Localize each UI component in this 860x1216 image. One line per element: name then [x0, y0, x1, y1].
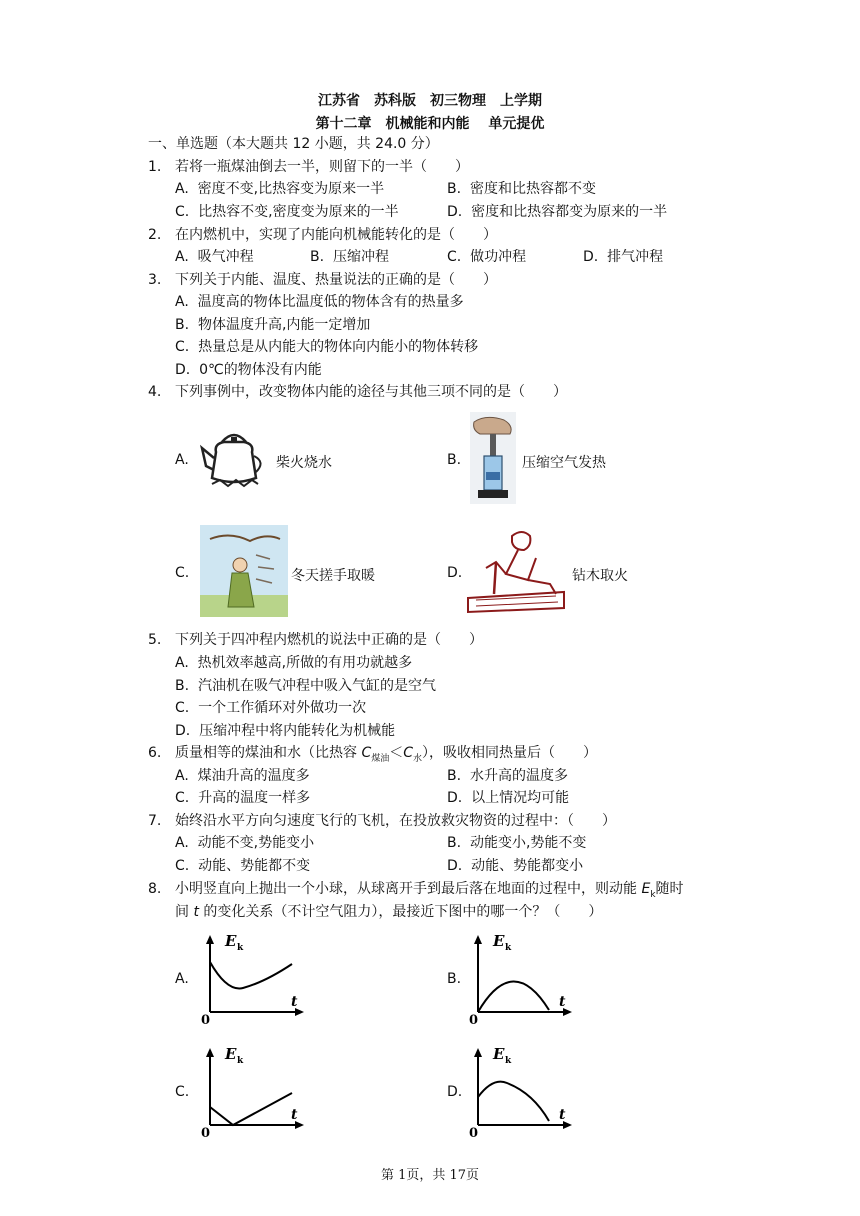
q6-stem-pre: 质量相等的煤油和水（比热容 [175, 745, 362, 761]
q7-option-c: C. 动能、势能都不变 [175, 858, 311, 874]
q3-stem: 下列关于内能、温度、热量说法的正确的是（ ） [175, 272, 497, 288]
graph-b-curve [478, 981, 549, 1012]
q6-c-symbol-2: C [403, 745, 414, 761]
q5-option-c: C. 一个工作循环对外做功一次 [175, 700, 367, 716]
winter-hand-rub-image [200, 525, 288, 617]
q6-option-a: A. 煤油升高的温度多 [175, 768, 310, 784]
q7-number: 7. [148, 813, 162, 829]
q5-number: 5. [148, 632, 162, 648]
graph-c-ylabel: E [225, 1045, 237, 1063]
q4-option-c-letter: C. [175, 565, 190, 581]
q6-stem [175, 744, 597, 768]
q1-option-b: B. 密度和比热容都不变 [447, 181, 596, 197]
q8-option-b-letter: B. [447, 971, 462, 987]
q3-number: 3. [148, 272, 162, 288]
q8-stem2-post: 的变化关系（不计空气阻力），最接近下图中的哪一个？（ ） [198, 904, 603, 920]
page-title-2: 第十二章 机械能和内能 单元提优 [315, 116, 545, 132]
q8-stem-line1 [175, 880, 684, 904]
q8-stem1-pre: 小明竖直向上抛出一个小球，从球离开手到最后落在地面的过程中，则动能 [175, 881, 642, 897]
graph-b-ysub: k [505, 943, 512, 953]
kettle-image [198, 422, 270, 490]
q7-option-b: B. 动能变小,势能不变 [447, 835, 587, 851]
graph-a-ylabel: E [225, 932, 237, 950]
q2-option-c: C. 做功冲程 [447, 249, 527, 265]
q8-option-c-letter: C. [175, 1084, 190, 1100]
graph-d-ysub: k [505, 1056, 512, 1066]
graph-b-xlabel: t [559, 994, 566, 1010]
q6-c-symbol-1: C [361, 745, 372, 761]
q2-number: 2. [148, 227, 162, 243]
q8-option-a-letter: A. [175, 971, 189, 987]
graph-d [463, 1045, 573, 1137]
q4-option-c-text: 冬天搓手取暖 [291, 568, 375, 584]
q2-option-b: B. 压缩冲程 [310, 249, 389, 265]
q1-number: 1. [148, 159, 162, 175]
q8-stem2-pre: 间 [175, 904, 194, 920]
q3-option-a: A. 温度高的物体比温度低的物体含有的热量多 [175, 294, 464, 310]
q6-option-d: D. 以上情况均可能 [447, 790, 570, 806]
graph-a [195, 932, 305, 1024]
q6-less-than: ＜ [389, 745, 404, 761]
q7-stem: 始终沿水平方向匀速度飞行的飞机，在投放救灾物资的过程中：（ ） [175, 813, 616, 829]
q4-option-a-letter: A. [175, 452, 189, 468]
q8-t-symbol: t [193, 904, 199, 920]
q6-c-sub-1: 煤油 [371, 753, 390, 764]
graph-c-curve [210, 1093, 292, 1125]
q6-option-c: C. 升高的温度一样多 [175, 790, 311, 806]
q2-stem: 在内燃机中，实现了内能向机械能转化的是（ ） [175, 227, 497, 243]
q8-stem1-post: 随时 [655, 881, 684, 897]
q4-option-d-text: 钻木取火 [572, 568, 628, 584]
q6-c-sub-2: 水 [413, 753, 423, 764]
q7-option-d: D. 动能、势能都变小 [447, 858, 584, 874]
graph-c-ysub: k [237, 1056, 244, 1066]
graph-c-y-arrow [206, 1048, 214, 1057]
q1-option-a: A. 密度不变,比热容变为原来一半 [175, 181, 385, 197]
q8-number: 8. [148, 881, 162, 897]
q8-stem-line2 [175, 903, 602, 921]
q7-option-a: A. 动能不变,势能变小 [175, 835, 315, 851]
q4-option-b-text: 压缩空气发热 [522, 455, 606, 471]
graph-d-xlabel: t [559, 1107, 566, 1123]
q2-option-a: A. 吸气冲程 [175, 249, 254, 265]
graph-b [463, 932, 573, 1024]
q4-number: 4. [148, 384, 162, 400]
q8-ek-symbol: E [641, 881, 651, 897]
q4-option-b-letter: B. [447, 452, 462, 468]
q5-option-a: A. 热机效率越高,所做的有用功就越多 [175, 655, 413, 671]
page-title-1: 江苏省 苏科版 初三物理 上学期 [318, 93, 542, 109]
page-footer: 第 1页，共 17页 [380, 1168, 480, 1183]
q4-stem: 下列事例中，改变物体内能的途径与其他三项不同的是（ ） [175, 384, 567, 400]
graph-a-ysub: k [237, 943, 244, 953]
graph-a-xlabel: t [291, 994, 298, 1010]
q5-option-b: B. 汽油机在吸气冲程中吸入气缸的是空气 [175, 678, 436, 694]
q5-option-d: D. 压缩冲程中将内能转化为机械能 [175, 723, 396, 739]
graph-d-curve [478, 1082, 549, 1121]
q2-option-d: D. 排气冲程 [583, 249, 664, 265]
graph-c-xlabel: t [291, 1107, 298, 1123]
q3-option-c: C. 热量总是从内能大的物体向内能小的物体转移 [175, 339, 479, 355]
graph-d-ylabel: E [493, 1045, 505, 1063]
q1-option-d: D. 密度和比热容都变为原来的一半 [447, 204, 668, 220]
q4-option-d-letter: D. [447, 565, 463, 581]
air-pump-image [470, 412, 516, 504]
q5-stem: 下列关于四冲程内燃机的说法中正确的是（ ） [175, 632, 483, 648]
graph-b-origin: 0 [469, 1013, 479, 1024]
q4-option-a-text: 柴火烧水 [276, 455, 332, 471]
q3-option-b: B. 物体温度升高,内能一定增加 [175, 317, 371, 333]
q1-option-c: C. 比热容不变,密度变为原来的一半 [175, 204, 399, 220]
graph-b-ylabel: E [493, 932, 505, 950]
graph-a-curve [210, 962, 292, 988]
drill-wood-fire-image [466, 522, 566, 616]
graph-c [195, 1045, 305, 1137]
q1-stem: 若将一瓶煤油倒去一半，则留下的一半（ ） [175, 159, 469, 175]
q6-stem-post: ），吸收相同热量后（ ） [422, 745, 598, 761]
q3-option-d: D. 0℃的物体没有内能 [175, 362, 322, 378]
q8-option-d-letter: D. [447, 1084, 463, 1100]
graph-a-y-arrow [206, 935, 214, 944]
q6-option-b: B. 水升高的温度多 [447, 768, 568, 784]
q6-number: 6. [148, 745, 162, 761]
graph-c-origin: 0 [201, 1126, 211, 1137]
graph-a-origin: 0 [201, 1013, 211, 1024]
graph-d-y-arrow [474, 1048, 482, 1057]
section-heading: 一、单选题（本大题共 12 小题，共 24.0 分） [148, 136, 439, 152]
q8-ek-sub: k [650, 889, 656, 900]
graph-b-y-arrow [474, 935, 482, 944]
graph-d-origin: 0 [469, 1126, 479, 1137]
